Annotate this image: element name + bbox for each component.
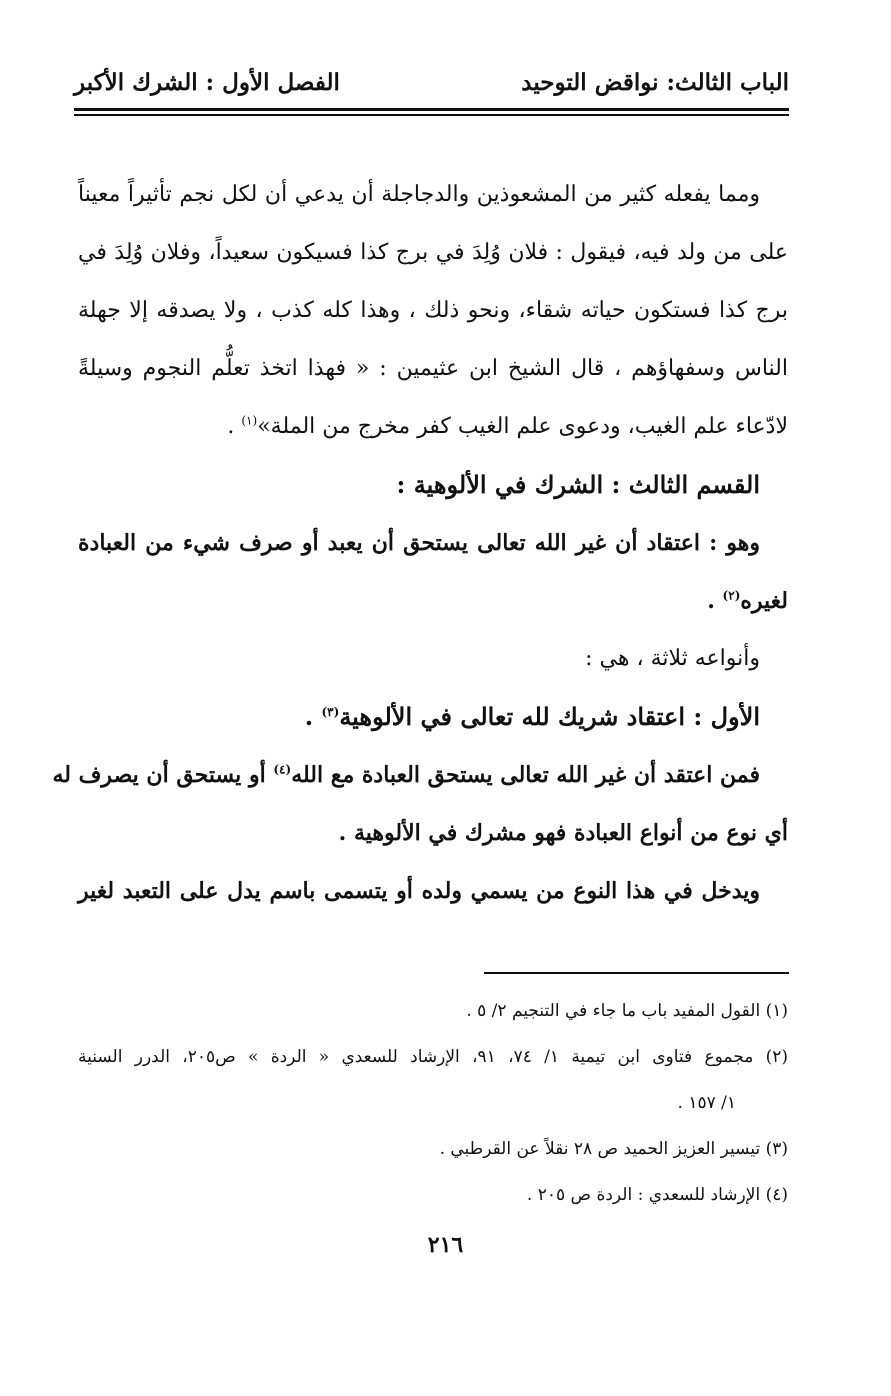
running-header [74, 62, 789, 102]
footnote-continuation: ١/ ١٥٧ . [677, 1093, 736, 1113]
header-rule-thin [74, 114, 789, 116]
line-text: لادّعاء علم الغيب، ودعوى علم الغيب كفر مخرج من الملة» [257, 414, 788, 439]
line-text: . [304, 702, 322, 731]
line-text: أو يستحق أن يصرف له [52, 762, 274, 788]
footnote-ref: (٤) [273, 762, 292, 777]
paragraph-line: برج كذا فستكون حياته شقاء، ونحو ذلك ، وهذا كله كذب ، ولا يصدقه إلا جهلة [78, 298, 788, 323]
footnote: (٣) تيسير العزيز الحميد ص ٢٨ نقلاً عن القرطبي . [439, 1139, 788, 1159]
paragraph-line: أي نوع من أنواع العبادة فهو مشرك في الألوهية . [338, 820, 788, 846]
footnote: (٢) مجموع فتاوى ابن تيمية ١/ ٧٤، ٩١، الإرشاد للسعدي « الردة » ص٢٠٥، الدرر السنية [78, 1047, 789, 1067]
subsection-heading [78, 688, 788, 746]
paragraph-line: الناس وسفهاؤهم ، قال الشيخ ابن عثيمين : « فهذا اتخذ تعلُّم النجوم وسيلةً [78, 356, 788, 381]
footnote-ref: (٣) [321, 705, 340, 719]
paragraph-line: وهو : اعتقاد أن غير الله تعالى يستحق أن يعبد أو صرف شيء من العبادة [78, 530, 760, 556]
footnote: (٤) الإرشاد للسعدي : الردة ص ٢٠٥ . [526, 1185, 788, 1205]
paragraph-line: على من ولد فيه، فيقول : فلان وُلِدَ في برج كذا فسيكون سعيداً، وفلان وُلِدَ في [78, 240, 788, 265]
section-heading: القسم الثالث : الشرك في الألوهية : [396, 470, 760, 499]
paragraph-line: وأنواعه ثلاثة ، هي : [585, 646, 760, 671]
line-text: . [707, 588, 723, 614]
paragraph-line: ومما يفعله كثير من المشعوذين والدجاجلة أن يدعي أن لكل نجم تأثيراً معيناً [78, 182, 760, 207]
paragraph-line [78, 572, 788, 630]
chapter-title: الباب الثالث: نواقض التوحيد [521, 68, 789, 96]
footnotes [78, 988, 788, 1218]
line-text: لغيره [740, 588, 788, 614]
paragraph-line [52, 746, 788, 804]
line-text: الأول : اعتقاد شريك لله تعالى في الألوهية [339, 702, 760, 731]
line-text: . [227, 414, 242, 439]
section-title: الفصل الأول : الشرك الأكبر [74, 68, 340, 96]
footnote: (١) القول المفيد باب ما جاء في التنجيم ٢/ ٥ . [466, 1001, 788, 1021]
paragraph-line: ويدخل في هذا النوع من يسمي ولده أو يتسمى باسم يدل على التعبد لغير [78, 878, 760, 904]
footnote-ref: (١) [241, 413, 258, 428]
header-rule-thick [74, 108, 789, 111]
paragraph-line [78, 398, 788, 456]
body-text [52, 166, 788, 920]
page-number: ٢١٦ [427, 1232, 464, 1258]
footnote-separator [484, 972, 789, 974]
footnote-ref: (٢) [722, 588, 741, 603]
line-text: فمن اعتقد أن غير الله تعالى يستحق العبادة مع الله [291, 762, 760, 788]
